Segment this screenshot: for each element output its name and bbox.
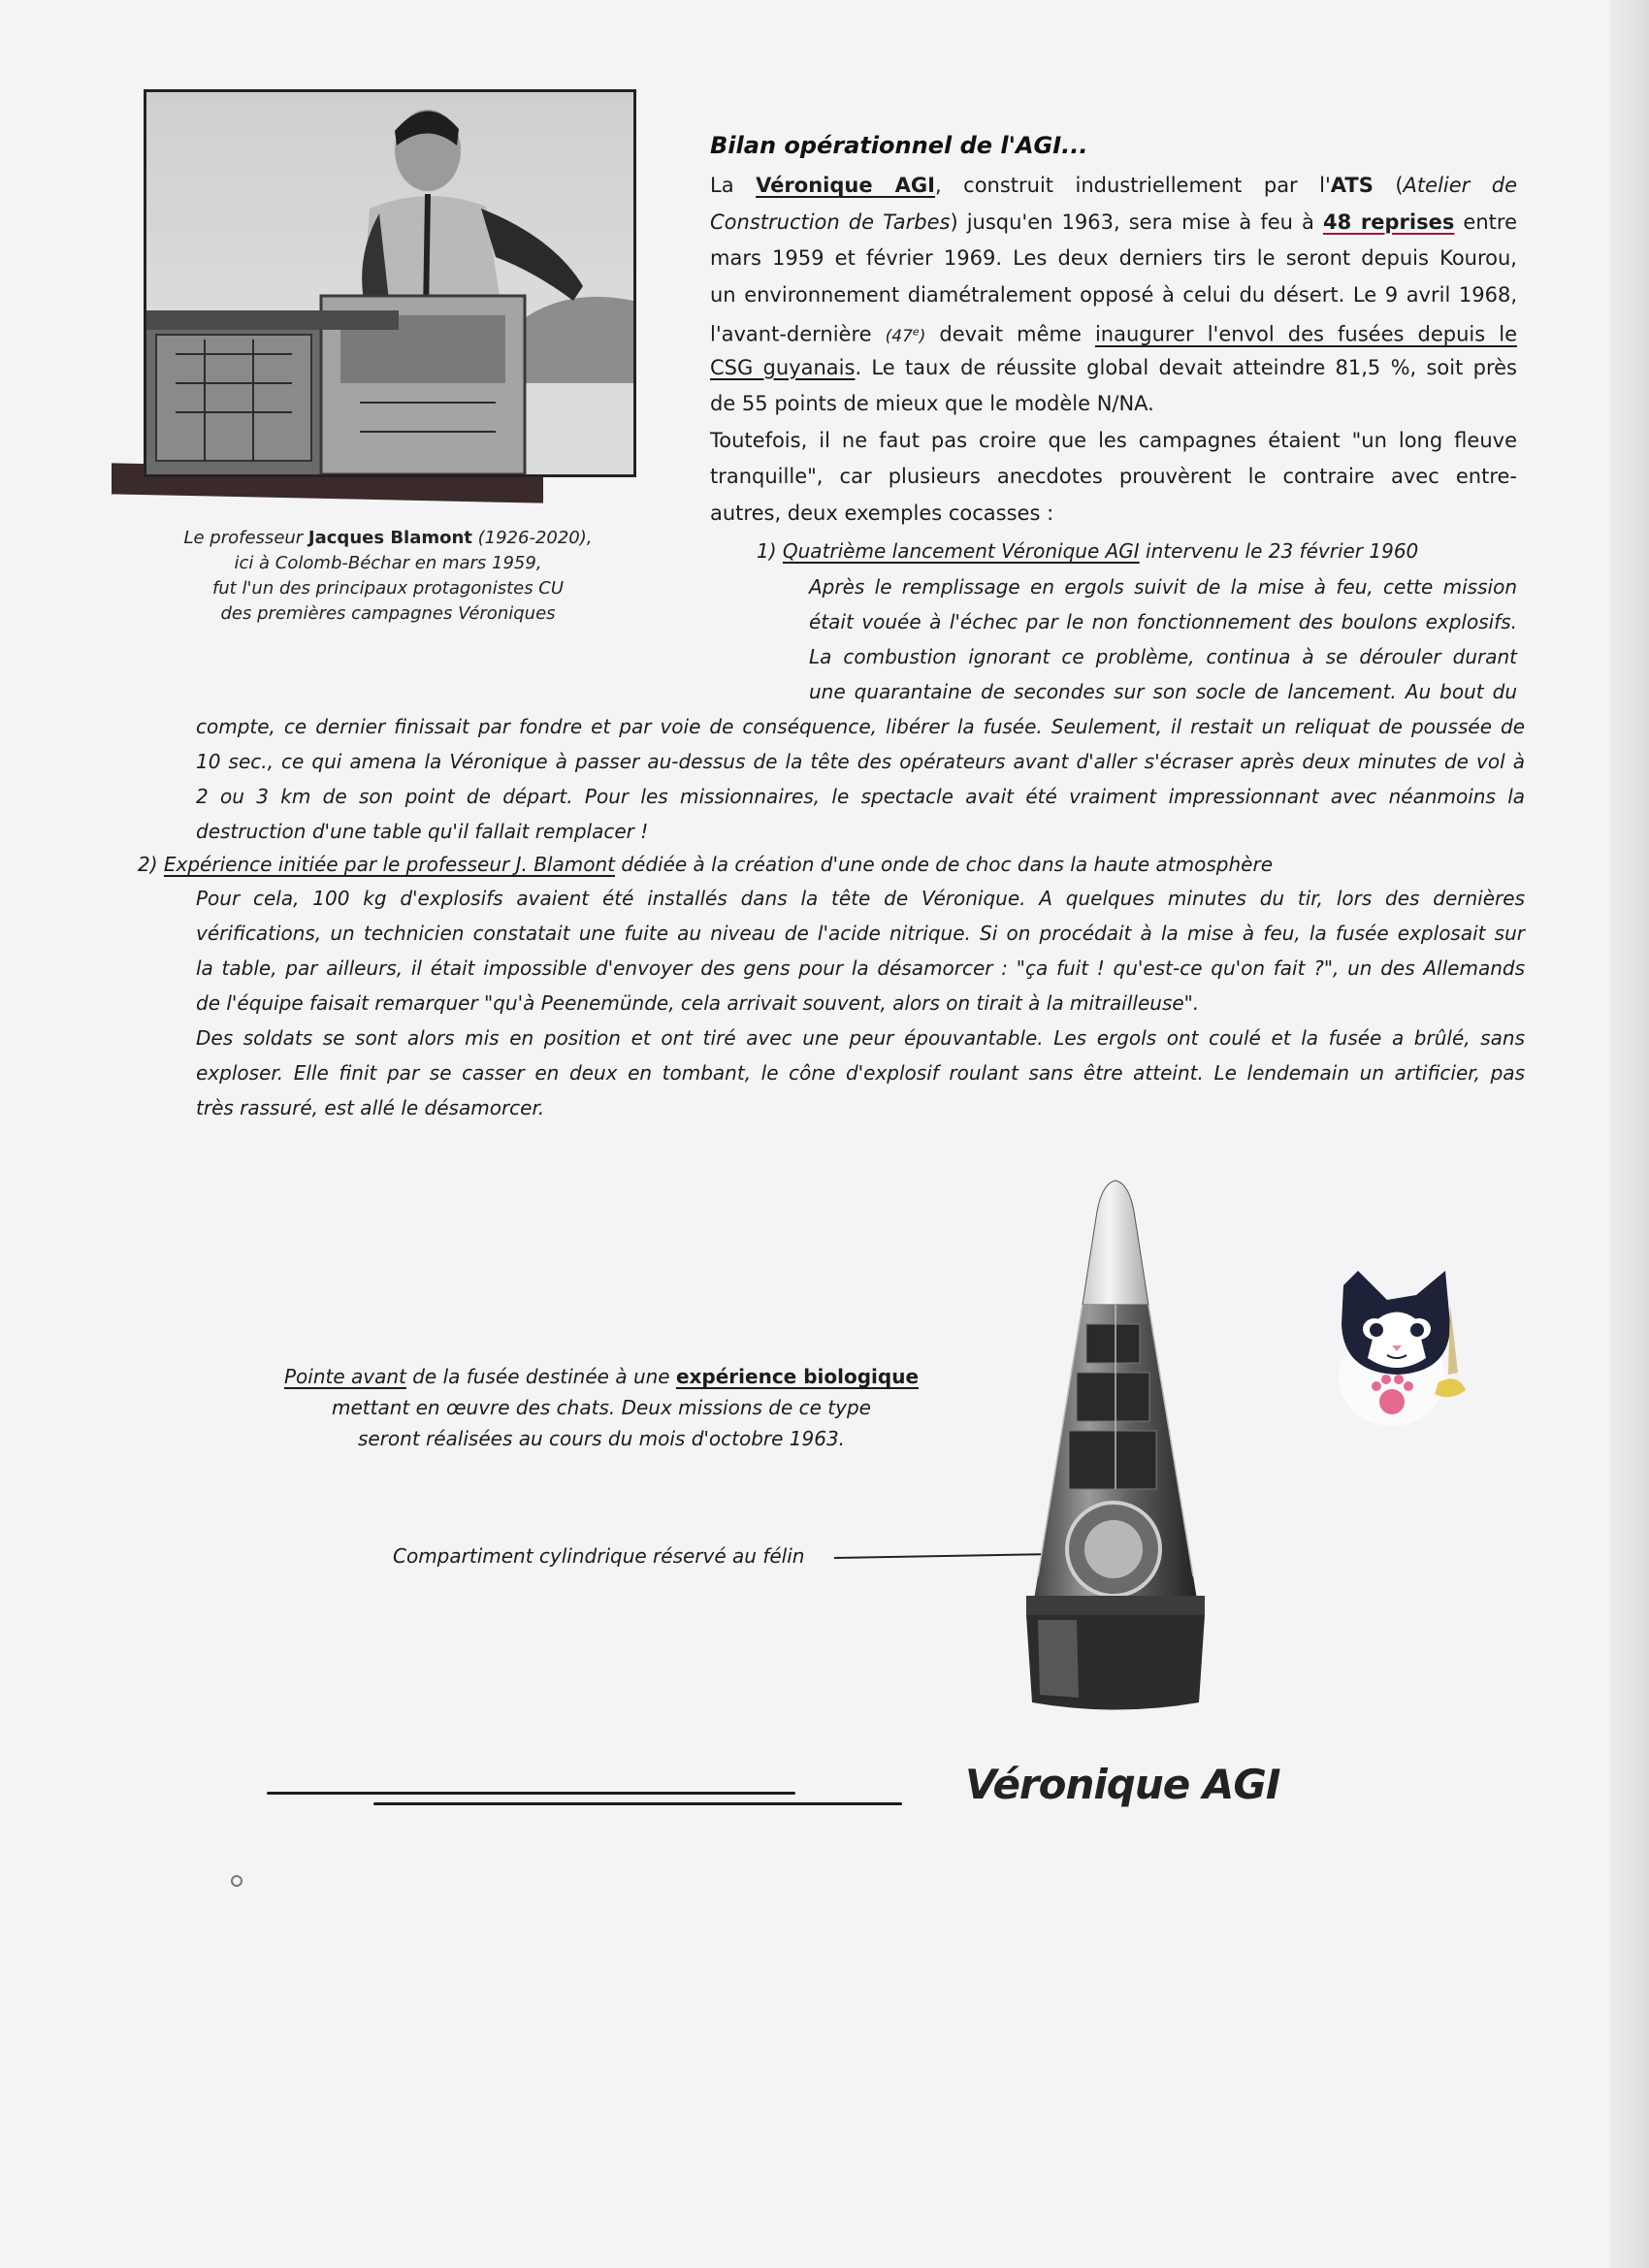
page-edge xyxy=(1610,0,1649,2268)
item-1-heading: 1) Quatrième lancement Véronique AGI intervenu le 23 février 1960 xyxy=(757,539,1419,563)
blamont-photo xyxy=(144,89,636,477)
article-title: Bilan opérationnel de l'AGI... xyxy=(710,132,1088,159)
p1-line-1: La Véronique AGI, construit industriellement par l'ATS (Atelier de xyxy=(710,174,1518,197)
item-2-line-7: très rassuré, est allé le désamorcer. xyxy=(196,1096,545,1119)
item-1-line-3: La combustion ignorant ce problème, continua à se dérouler durant xyxy=(809,645,1517,668)
veronique-agi-name: Véronique AGI xyxy=(756,174,935,197)
nose-cone-icon xyxy=(1018,1179,1212,1712)
p1-line-6: CSG guyanais. Le taux de réussite global devait atteindre 81,5 %, soit près xyxy=(710,355,1517,379)
rocket-caption: Pointe avant de la fusée destinée à une expérience biologique mettant en œuvre des chats. Deux missions de ce type seront réalisées au cours du mois d'octobre 1963. xyxy=(262,1361,941,1454)
p1-line-8: Toutefois, il ne faut pas croire que les campagnes étaient "un long fleuve xyxy=(710,428,1517,452)
decorative-line-2 xyxy=(373,1802,902,1805)
rocket-name: Véronique AGI xyxy=(965,1761,1280,1808)
paper-speck xyxy=(231,1875,242,1887)
compartment-label: Compartiment cylindrique réservé au félin xyxy=(393,1544,805,1568)
item-2-line-6: exploser. Elle finit par se casser en deux en tombant, le cône d'explosif roulant sans être atteint. Le lendemain un artificier, pas xyxy=(196,1061,1525,1085)
decorative-line-1 xyxy=(267,1792,795,1795)
item-1-line-1: Après le remplissage en ergols suivit de la mise à feu, cette mission xyxy=(809,575,1517,599)
photo-caption xyxy=(165,526,611,627)
cat-icon xyxy=(1334,1266,1479,1431)
caption-name: Jacques Blamont xyxy=(307,528,472,548)
launch-count: 48 reprises xyxy=(1322,210,1455,234)
blamont-photo-illustration xyxy=(146,92,633,474)
item-1-line-6: 10 sec., ce qui amena la Véronique à passer au-dessus de la tête des opérateurs avant d'aller s'écraser après deux minutes de vol à xyxy=(196,750,1525,773)
item-1-text-indented xyxy=(809,569,1517,709)
p1-line-5: l'avant-dernière (47e) devait même inaugurer l'envol des fusées depuis le xyxy=(710,322,1518,346)
p1-line-10: autres, deux exemples cocasses : xyxy=(710,501,1054,525)
nose-cone-illustration xyxy=(1018,1179,1212,1712)
item-2-line-2: vérifications, un technicien constatait une fuite au niveau de l'acide nitrique. Si on procédait à la mise à feu, la fusée explosait sur xyxy=(196,922,1525,945)
caption-dates: (1926-2020), xyxy=(471,528,593,548)
cat-sticker xyxy=(1334,1266,1479,1431)
item-1-text-full xyxy=(196,709,1525,849)
caption-prefix: Le professeur xyxy=(183,528,308,548)
item-2-line-1: Pour cela, 100 kg d'explosifs avaient été installés dans la tête de Véronique. A quelques minutes du tir, lors des dernières xyxy=(196,887,1525,910)
item-2-text xyxy=(196,881,1525,1125)
caption-line-4: des premières campagnes Véroniques xyxy=(220,603,556,624)
item-2-line-3: la table, par ailleurs, il était impossible d'envoyer des gens pour la désamorcer : "ça fuit ! qu'est-ce qu'on fait ?", un des Allemands xyxy=(196,956,1525,980)
article-paragraph-1 xyxy=(710,168,1517,532)
p1-line-9: tranquille", car plusieurs anecdotes prouvèrent le contraire avec entre- xyxy=(710,465,1517,488)
item-1-line-8: destruction d'une table qu'il fallait remplacer ! xyxy=(196,820,649,843)
item-1-line-4: une quarantaine de secondes sur son socle de lancement. Au bout du xyxy=(809,680,1517,703)
p1-line-3: mars 1959 et février 1969. Les deux derniers tirs le seront depuis Kourou, xyxy=(710,246,1517,270)
caption-pointe-avant: Pointe avant xyxy=(283,1365,406,1388)
item-1-line-5: compte, ce dernier finissait par fondre et par voie de conséquence, libérer la fusée. Seulement, il restait un reliquat de poussée de xyxy=(196,715,1525,738)
p1-line-2: Construction de Tarbes) jusqu'en 1963, sera mise à feu à 48 reprises entre xyxy=(710,210,1517,234)
p1-line-4: un environnement diamétralement opposé à celui du désert. Le 9 avril 1968, xyxy=(710,282,1517,307)
rocket-caption-line-2: mettant en œuvre des chats. Deux missions de ce type xyxy=(332,1396,871,1419)
caption-line-2: ici à Colomb-Béchar en mars 1959, xyxy=(234,553,542,573)
ats-label: ATS xyxy=(1330,174,1374,197)
caption-experience-biologique: expérience biologique xyxy=(675,1365,920,1388)
caption-line-3: fut l'un des principaux protagonistes CU xyxy=(211,578,565,599)
item-1-line-2: était vouée à l'échec par le non fonctionnement des boulons explosifs. xyxy=(809,610,1517,633)
p1-line-7: de 55 points de mieux que le modèle N/NA. xyxy=(710,392,1154,415)
item-1-line-7: 2 ou 3 km de son point de départ. Pour les missionnaires, le spectacle avait été vraiment impressionnant avec néanmoins la xyxy=(196,785,1525,808)
item-2-line-4: de l'équipe faisait remarquer "qu'à Peenemünde, cela arrivait souvent, alors on tirait à la mitrailleuse". xyxy=(196,991,1200,1015)
item-2-heading: 2) Expérience initiée par le professeur J. Blamont dédiée à la création d'une onde de choc dans la haute atmosphère xyxy=(138,853,1273,876)
item-2-line-5: Des soldats se sont alors mis en position et ont tiré avec une peur épouvantable. Les ergols ont coulé et la fusée a brûlé, sans xyxy=(196,1026,1525,1050)
rocket-caption-line-3: seront réalisées au cours du mois d'octobre 1963. xyxy=(357,1427,846,1450)
